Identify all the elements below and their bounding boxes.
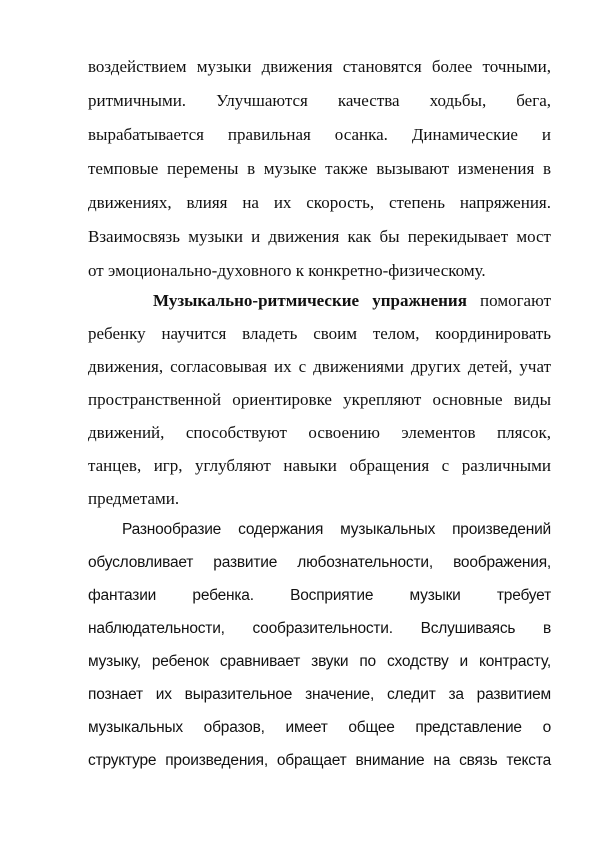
paragraph-2-line-7: предметами. bbox=[88, 489, 180, 508]
paragraph-3-line-5: музыку, ребенок сравнивает звуки по сходству и контрасту, bbox=[88, 653, 551, 670]
paragraph-2-line-4: пространственной ориентировке укрепляют основные виды bbox=[88, 390, 551, 409]
paragraph-2-first-line-rest: помогают bbox=[466, 291, 551, 310]
paragraph-2-bold-lead: Музыкально-ритмические упражнения bbox=[153, 291, 467, 310]
paragraph-3-line-2: обусловливает развитие любознательности, воображения, bbox=[88, 554, 551, 571]
paragraph-1-line-7: от эмоционально-духовного к конкретно-физическому. bbox=[88, 261, 486, 280]
paragraph-1-line-1: воздействием музыки движения становятся более точными, bbox=[88, 57, 551, 76]
paragraph-2-line-3: движения, согласовывая их с движениями других детей, учат bbox=[88, 357, 551, 376]
paragraph-3-line-8: структуре произведения, обращает внимание на связь текста bbox=[88, 752, 551, 769]
paragraph-2-line-1 bbox=[153, 291, 551, 311]
paragraph-3-line-6: познает их выразительное значение, следит за развитием bbox=[88, 686, 551, 703]
paragraph-1-line-2: ритмичными. Улучшаются качества ходьбы, бега, bbox=[88, 91, 551, 110]
paragraph-2-line-2: ребенку научится владеть своим телом, координировать bbox=[88, 324, 551, 343]
paragraph-2-line-5: движений, способствуют освоению элементов плясок, bbox=[88, 423, 551, 442]
paragraph-1-line-6: Взаимосвязь музыки и движения как бы перекидывает мост bbox=[88, 227, 551, 246]
paragraph-1-line-3: вырабатывается правильная осанка. Динамические и bbox=[88, 125, 551, 144]
paragraph-3-line-4: наблюдательности, сообразительности. Вслушиваясь в bbox=[88, 620, 551, 637]
paragraph-1-line-5: движениях, влияя на их скорость, степень напряжения. bbox=[88, 193, 551, 212]
paragraph-3-line-7: музыкальных образов, имеет общее представление о bbox=[88, 719, 551, 736]
paragraph-3-line-3: фантазии ребенка. Восприятие музыки требует bbox=[88, 587, 551, 604]
paragraph-1-line-4: темповые перемены в музыке также вызывают изменения в bbox=[88, 159, 551, 178]
paragraph-3-line-1: Разнообразие содержания музыкальных произведений bbox=[122, 521, 551, 538]
paragraph-2-line-6: танцев, игр, углубляют навыки обращения с различными bbox=[88, 456, 551, 475]
